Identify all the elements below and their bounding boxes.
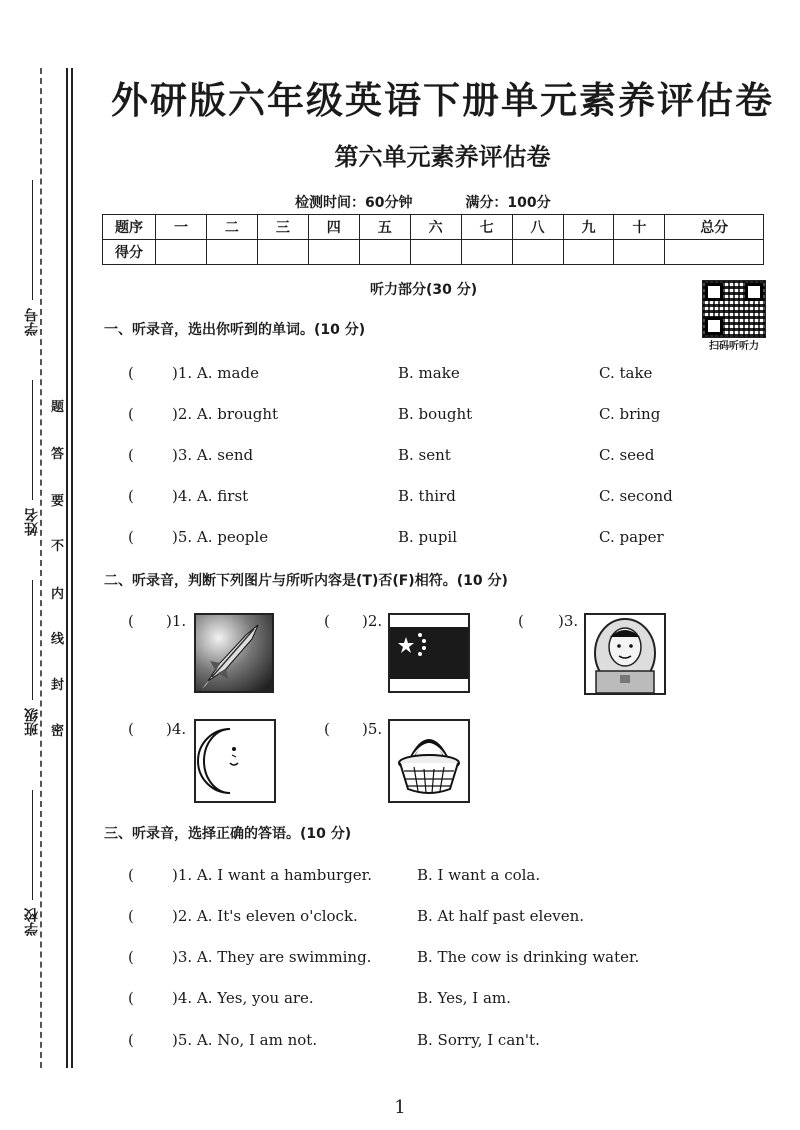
exam-title: 外研版六年级英语下册单元素养评估卷 (111, 79, 774, 122)
picture-number: )2. (362, 612, 383, 630)
option-a: )1. A. I want a hamburger. (172, 866, 372, 884)
binding-margin (0, 0, 80, 1130)
option-b: B. At half past eleven. (417, 907, 585, 925)
score-entry-cell[interactable] (665, 240, 764, 265)
score-entry-cell[interactable] (308, 240, 359, 265)
student-id-field[interactable]: 学号 (18, 180, 46, 336)
table-cell: 三 (257, 215, 308, 240)
option-b: B. pupil (398, 528, 458, 546)
answer-blank[interactable]: ( (128, 446, 134, 464)
table-cell: 九 (563, 215, 614, 240)
option-b: B. The cow is drinking water. (417, 948, 640, 966)
margin-border-line (71, 68, 73, 1068)
section-2-heading: 二、听录音，判断下列图片与所听内容是(T)否(F)相符。(10 分) (104, 573, 508, 589)
margin-border-line (66, 68, 68, 1068)
answer-blank[interactable]: ( (128, 1031, 134, 1049)
cut-line-char: 答 (51, 447, 65, 462)
cut-line-char: 要 (51, 494, 65, 509)
answer-blank[interactable]: ( (128, 907, 134, 925)
score-entry-cell[interactable] (257, 240, 308, 265)
cut-line-char: 线 (51, 632, 65, 647)
qr-label: 扫码听听力 (709, 341, 759, 352)
listening-section-header: 听力部分(30 分) (370, 282, 478, 298)
score-entry-cell[interactable] (206, 240, 257, 265)
option-b: B. Yes, I am. (417, 989, 511, 1007)
exam-meta (295, 192, 599, 212)
option-a: )4. A. first (172, 487, 249, 505)
exam-time: 检测时间：60分钟 (295, 195, 413, 211)
cut-line-char: 内 (51, 587, 65, 602)
option-b: B. make (398, 364, 460, 382)
option-b: B. bought (398, 405, 473, 423)
chinese-flag-picture (388, 613, 470, 693)
moon-picture (194, 719, 276, 803)
option-b: B. third (398, 487, 456, 505)
option-c: C. seed (599, 446, 655, 464)
picture-number: )3. (558, 612, 579, 630)
basket-picture (388, 719, 470, 803)
qr-code[interactable] (702, 280, 766, 338)
class-field[interactable]: 班级 (18, 580, 46, 736)
score-entry-cell[interactable] (461, 240, 512, 265)
option-c: C. bring (599, 405, 661, 423)
option-c: C. take (599, 364, 653, 382)
score-entry-cell[interactable] (563, 240, 614, 265)
answer-blank[interactable]: ( (128, 364, 134, 382)
student-name-field[interactable]: 姓名 (18, 380, 46, 536)
table-cell: 得分 (103, 240, 156, 265)
section-1-heading: 一、听录音，选出你听到的单词。(10 分) (104, 322, 366, 338)
cut-line-char: 封 (51, 678, 65, 693)
answer-blank[interactable]: ( (128, 989, 134, 1007)
answer-blank[interactable]: ( (128, 612, 134, 630)
picture-number: )4. (166, 720, 187, 738)
answer-blank[interactable]: ( (324, 720, 330, 738)
exam-full-score: 满分：100分 (465, 195, 551, 211)
cut-line-char: 不 (51, 539, 65, 554)
answer-blank[interactable]: ( (324, 612, 330, 630)
score-entry-cell[interactable] (512, 240, 563, 265)
answer-blank[interactable]: ( (518, 612, 524, 630)
school-field[interactable]: 学校 (18, 790, 46, 936)
option-a: )2. A. brought (172, 405, 279, 423)
answer-blank[interactable]: ( (128, 487, 134, 505)
score-table-score-row (103, 240, 764, 265)
table-cell: 题序 (103, 215, 156, 240)
option-a: )4. A. Yes, you are. (172, 989, 314, 1007)
score-entry-cell[interactable] (614, 240, 665, 265)
answer-blank[interactable]: ( (128, 720, 134, 738)
answer-blank[interactable]: ( (128, 948, 134, 966)
option-a: )5. A. No, I am not. (172, 1031, 318, 1049)
table-cell: 六 (410, 215, 461, 240)
score-entry-cell[interactable] (359, 240, 410, 265)
table-cell: 七 (461, 215, 512, 240)
astronaut-picture (584, 613, 666, 695)
score-table (102, 214, 764, 265)
option-b: B. Sorry, I can't. (417, 1031, 540, 1049)
score-entry-cell[interactable] (156, 240, 207, 265)
option-b: B. sent (398, 446, 451, 464)
table-cell: 二 (206, 215, 257, 240)
table-cell: 八 (512, 215, 563, 240)
answer-blank[interactable]: ( (128, 528, 134, 546)
option-a: )3. A. They are swimming. (172, 948, 372, 966)
rocket-picture (194, 613, 274, 693)
table-cell: 十 (614, 215, 665, 240)
option-c: C. paper (599, 528, 664, 546)
table-cell: 总分 (665, 215, 764, 240)
cut-line-char: 密 (51, 724, 65, 739)
option-a: )3. A. send (172, 446, 254, 464)
table-cell: 四 (308, 215, 359, 240)
score-table-header-row (103, 215, 764, 240)
option-b: B. I want a cola. (417, 866, 541, 884)
section-3-heading: 三、听录音，选择正确的答语。(10 分) (104, 826, 352, 842)
option-a: )5. A. people (172, 528, 269, 546)
page-number: 1 (394, 1097, 406, 1118)
answer-blank[interactable]: ( (128, 866, 134, 884)
option-a: )1. A. made (172, 364, 259, 382)
picture-number: )5. (362, 720, 383, 738)
answer-blank[interactable]: ( (128, 405, 134, 423)
table-cell: 一 (156, 215, 207, 240)
score-entry-cell[interactable] (410, 240, 461, 265)
option-c: C. second (599, 487, 673, 505)
picture-number: )1. (166, 612, 187, 630)
option-a: )2. A. It's eleven o'clock. (172, 907, 358, 925)
cut-line-char: 题 (51, 400, 65, 415)
exam-subtitle: 第六单元素养评估卷 (334, 143, 551, 171)
table-cell: 五 (359, 215, 410, 240)
